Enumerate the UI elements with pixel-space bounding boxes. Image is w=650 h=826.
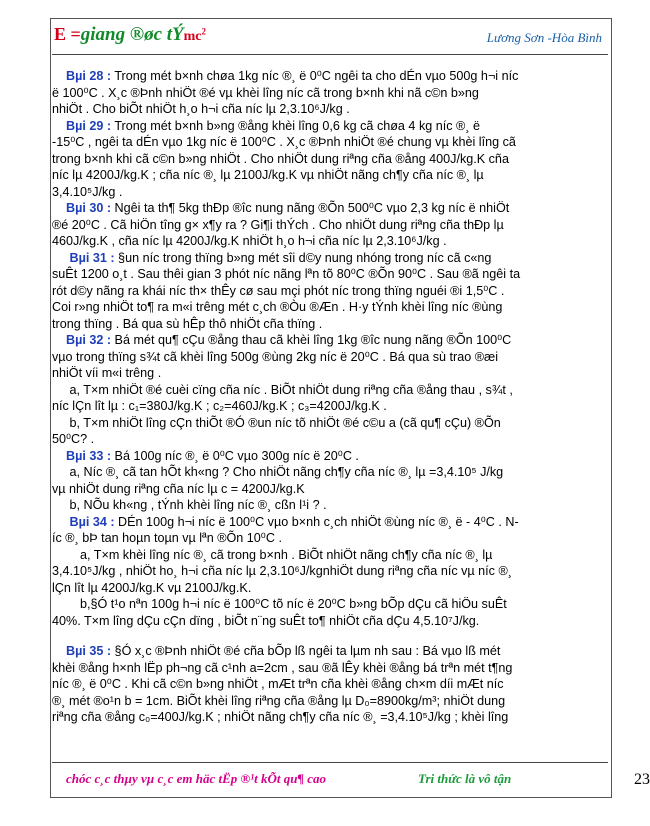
text-line xyxy=(52,266,608,283)
line-text: a, Níc ®¸ cã tan hÕt kh«ng ? Cho nhiÖt nãng ch¶y cña níc ®¸ lµ =3,4.10⁵ J/kg xyxy=(52,465,504,479)
text-line xyxy=(52,349,608,366)
line-text: riªng cña ®ång c₀=400J/kg.K ; nhiÖt nãng ch¶y cña níc ®¸ =3,4.10⁵J/kg ; khèi lîng xyxy=(52,710,509,724)
text-line xyxy=(52,283,608,300)
line-text: Coi r»ng nhiÖt to¶ ra m«i trêng mét c¸ch ®Òu ®Æn . H·y tÝnh khèi lîng níc ®ùng xyxy=(52,300,503,314)
line-text: ®é 20⁰C . Cã hiÖn tîng g× x¶y ra ? Gi¶i thÝch . Cho nhiÖt dung riªng cña thÐp lµ xyxy=(52,217,504,232)
text-line xyxy=(52,693,608,710)
text-line xyxy=(52,151,608,168)
indent xyxy=(52,515,70,529)
text-line xyxy=(52,101,608,118)
line-text: 3,4.10⁵J/kg . xyxy=(52,184,123,199)
text-line xyxy=(52,233,608,250)
exercise-heading-line xyxy=(52,448,608,465)
exercise-heading-line xyxy=(52,250,608,267)
text-line xyxy=(52,431,608,448)
text-line xyxy=(52,365,608,382)
line-text: Trong mét b×nh b»ng ®ång khèi lîng 0,6 kg cã chøa 4 kg níc ®¸ ë xyxy=(111,118,481,133)
text-line xyxy=(52,299,608,316)
exercise-heading-line xyxy=(52,332,608,349)
indent xyxy=(52,333,66,347)
line-text: 3,4.10⁵J/kg , nhiÖt ho¸ h¬i cña níc lµ 2,3.10⁶J/kgnhiÖt dung riªng cña níc vµ níc ®¸ xyxy=(52,564,512,578)
text-line xyxy=(52,660,608,677)
line-text: Bá mét qu¶ cÇu ®ång thau cã khèi lîng 1kg ®îc nung nãng ®Õn 100⁰C xyxy=(111,333,512,347)
line-text: vµo trong thïng s¾t cã khèi lîng 500g ®ùng 2kg níc ë 20⁰C . Bá qua sù trao ®æi xyxy=(52,349,499,364)
exercise-label: Bµi 31 : xyxy=(69,250,115,265)
line-text: vµ nhiÖt dung riªng cña níc lµ c = 4200J/kg.K xyxy=(52,481,305,496)
line-text: khèi ®ång h×nh lËp ph¬ng cã c¹nh a=2cm , sau ®ã lÊy khèi ®ång bá trªn mét t¶ng xyxy=(52,660,513,675)
line-text: ®¸ mét ®o¹n b = 1cm. BiÕt khèi lîng riªng cña ®ång lµ D₀=8900kg/m³; nhiÖt dung xyxy=(52,693,506,708)
exercise-heading-line xyxy=(52,118,608,135)
line-text: Bá 100g níc ®¸ ë 0⁰C vµo 300g níc ë 20⁰C . xyxy=(111,448,359,463)
text-line xyxy=(52,167,608,184)
exercise-label: Bµi 29 : xyxy=(66,118,112,133)
text-line xyxy=(52,547,608,564)
header-equals: = xyxy=(70,24,81,44)
header-brand: giang ®øc tÝ xyxy=(80,24,184,45)
text-line xyxy=(52,709,608,726)
line-text: trong b×nh khi cã c©n b»ng nhiÖt . Cho nhiÖt dung riªng cña ®ång 400J/kg.K cña xyxy=(52,151,509,166)
line-text: lÇn lît lµ 4200J/kg.K vµ 2100J/kg.K. xyxy=(52,580,252,595)
line-text: b,§Ó t¹o nªn 100g h¬i níc ë 100⁰C tõ níc ë 20⁰C b»ng bÕp dÇu cã hiÖu suÊt xyxy=(52,597,507,611)
footer-slogan: chóc c¸c thµy vµ c¸c em häc tËp ®¹t kÕt qu¶ cao xyxy=(66,771,327,786)
text-line xyxy=(52,184,608,201)
indent xyxy=(52,644,66,658)
header-mc xyxy=(183,26,207,44)
text-line xyxy=(52,217,608,234)
line-text: íc ®¸ bÞ tan hoµn toµn vµ lªn ®Õn 10⁰C . xyxy=(52,531,282,545)
line-text: 40%. T×m lîng dÇu cÇn dïng , biÕt n¨ng suÊt to¶ nhiÖt cña dÇu 4,5.10⁷J/kg. xyxy=(52,613,480,628)
text-line xyxy=(52,398,608,415)
line-text: b, T×m nhiÖt lîng cÇn thiÕt ®Ó ®un níc tõ nhiÖt ®é c©u a (cã qu¶ cÇu) ®Õn xyxy=(52,415,501,430)
page-footer xyxy=(52,762,650,793)
line-text: níc lµ 4200J/kg.K ; cña níc ®¸ lµ 2100J/kg.K vµ nhiÖt nãng ch¶y cña níc ®¸ lµ xyxy=(52,168,484,182)
text-line xyxy=(52,580,608,597)
line-text: 460J/kg.K , cña níc lµ 4200J/kg.K nhiÖt h¸o h¬i cña níc lµ 2,3.10⁶J/kg . xyxy=(52,234,447,248)
line-text: a, T×m nhiÖt ®é cuèi cïng cña níc . BiÕt nhiÖt dung riªng cña ®ång thau , s¾t , xyxy=(52,382,513,397)
exercise-label: Bµi 30 : xyxy=(66,201,112,215)
indent xyxy=(52,251,70,265)
page-number: 23 xyxy=(634,771,650,788)
line-text: trong thïng . Bá qua sù hÊp thô nhiÖt cña thïng . xyxy=(52,316,323,331)
header-e-symbol: E xyxy=(54,24,67,44)
line-text: b, NÕu kh«ng , tÝnh khèi lîng níc ®¸ cßn l¹i ? . xyxy=(52,498,327,512)
exercise-heading-line xyxy=(52,514,608,531)
indent xyxy=(52,201,66,215)
line-text: Trong mét b×nh chøa 1kg níc ®¸ ë 0⁰C ngêi ta cho dÉn vµo 500g h¬i níc xyxy=(111,69,519,83)
line-text: níc ®¸ ë 0⁰C . Khi cã c©n b»ng nhiÖt , mÆt trªn cña khèi ®ång ch×m díi mÆt níc xyxy=(52,677,504,691)
text-line xyxy=(52,613,608,630)
line-text: níc lÇn lît lµ : c₁=380J/kg.K ; c₂=460J/kg.K ; c₃=4200J/kg.K . xyxy=(52,399,387,413)
indent xyxy=(52,69,66,83)
line-text: DÉn 100g h¬i níc ë 100⁰C vµo b×nh c¸ch nhiÖt ®ùng níc ®¸ ë - 4⁰C . N- xyxy=(114,514,519,529)
exercise-label: Bµi 34 : xyxy=(69,514,115,529)
text-line xyxy=(52,316,608,333)
exercise-heading-line xyxy=(52,643,608,660)
exercise-label: Bµi 33 : xyxy=(66,448,112,463)
exercise-label: Bµi 32 : xyxy=(66,333,112,347)
exercise-heading-line xyxy=(52,200,608,217)
exercise-body xyxy=(52,68,608,726)
header-logo xyxy=(54,24,206,46)
text-line xyxy=(52,415,608,432)
exercise-heading-line xyxy=(52,68,608,85)
text-line xyxy=(52,382,608,399)
line-text: nhiÖt . Cho biÕt nhiÖt h¸o h¬i cña níc lµ 2,3.10⁶J/kg . xyxy=(52,102,350,116)
line-text: Ngêi ta th¶ 5kg thÐp ®îc nung nãng ®Õn 500⁰C vµo 2,3 kg níc ë nhiÖt xyxy=(111,201,510,215)
text-line xyxy=(52,676,608,693)
indent xyxy=(52,119,66,133)
page-header xyxy=(52,20,608,55)
text-line xyxy=(52,497,608,514)
header-mc-text: mc xyxy=(183,29,202,44)
line-text: rót d©y nãng ra khái níc th× thÊy cø sau mçi phót níc trong thïng nguéi ®i 1,5⁰C . xyxy=(52,283,505,298)
exercise-label: Bµi 28 : xyxy=(66,69,112,83)
line-text: a, T×m khèi lîng níc ®¸ cã trong b×nh . BiÕt nhiÖt nãng ch¶y cña níc ®¸ lµ xyxy=(52,547,493,562)
text-line xyxy=(52,134,608,151)
line-text: ë 100⁰C . X¸c ®Þnh nhiÖt ®é vµ khèi lîng níc cã trong b×nh khi nã c©n b»ng xyxy=(52,85,479,100)
text-line xyxy=(52,596,608,613)
text-line xyxy=(52,85,608,102)
line-text: suÊt 1200 o¸t . Sau thêi gian 3 phót níc nãng lªn tõ 80⁰C ®Õn 90⁰C . Sau ®ã ngêi ta xyxy=(52,267,521,281)
header-mc-sup: 2 xyxy=(201,26,207,37)
text-line xyxy=(52,563,608,580)
footer-motto: Tri thức là vô tận xyxy=(418,771,512,786)
paragraph-gap xyxy=(52,629,608,643)
line-text: 50⁰C? . xyxy=(52,432,95,446)
text-line xyxy=(52,464,608,481)
header-author: Lương Sơn -Hòa Bình xyxy=(486,30,602,45)
line-text: §un níc trong thïng b»ng mét sîi d©y nung nhóng trong níc cã c«ng xyxy=(114,250,492,265)
text-line xyxy=(52,481,608,498)
line-text: -15⁰C , ngêi ta dÉn vµo 1kg níc ë 100⁰C . X¸c ®Þnh nhiÖt ®é chung vµ khèi lîng cã xyxy=(52,135,516,149)
exercise-label: Bµi 35 : xyxy=(66,644,112,658)
text-line xyxy=(52,530,608,547)
indent xyxy=(52,449,66,463)
line-text: nhiÖt víi m«i trêng . xyxy=(52,366,162,380)
line-text: §Ó x¸c ®Þnh nhiÖt ®é cña bÕp lß ngêi ta lµm nh sau : Bá vµo lß mét xyxy=(111,644,501,658)
